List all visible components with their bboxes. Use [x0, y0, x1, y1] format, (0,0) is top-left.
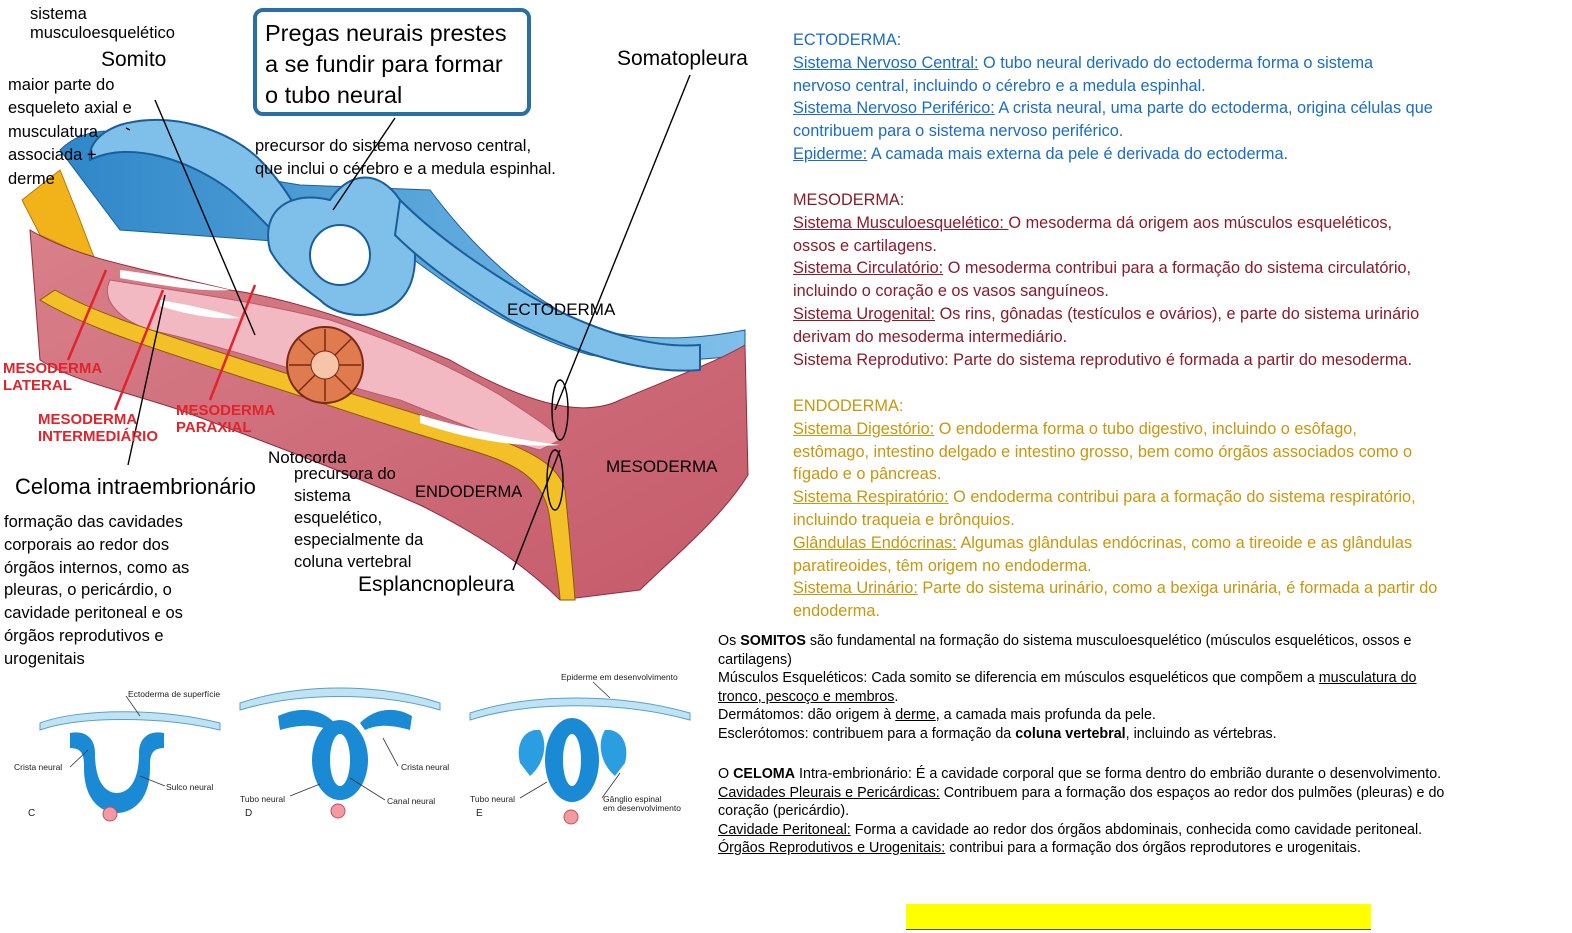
- celoma-per-post: Forma a cavidade ao redor dos órgãos abdominais, conhecida como cavidade peritoneal.: [850, 821, 1423, 838]
- meso-text-circ: O mesoderma contribui para a formação do sistema circulatório,: [943, 259, 1412, 278]
- e-epiderme-label: Epiderme em desenvolvimento: [561, 672, 678, 682]
- celoma-bold: CELOMA: [733, 766, 796, 782]
- mesoderma-heading: MESODERMA:: [793, 191, 905, 209]
- meso-term-circ: Sistema Circulatório:: [793, 259, 944, 278]
- endo-cont-dig: estômago, intestino delgado e intestino grosso, bem como órgãos associados como o: [793, 442, 1413, 461]
- ecto-term-snp: Sistema Nervoso Periférico:: [793, 99, 995, 118]
- ecto-cont-snp: contribuem para o sistema nervoso periférico.: [793, 122, 1124, 141]
- mesoderma-section: [793, 189, 1419, 371]
- meso-reprodutivo: Sistema Reprodutivo: Parte do sistema reprodutivo é formada a partir do mesoderma.: [793, 350, 1412, 369]
- yellow-highlight-bar: [906, 904, 1371, 930]
- d-canal-label: Canal neural: [387, 796, 436, 806]
- ecto-term-epiderme: Epiderme:: [793, 144, 868, 163]
- neural-tube-stages-diagram: [0, 668, 700, 828]
- c-letter: C: [28, 808, 36, 819]
- meso-cont-uro: derivam do mesoderma intermediário.: [793, 327, 1068, 346]
- celoma-per-u: Cavidade Peritoneal:: [718, 821, 851, 838]
- somitos-intro-post: são fundamental na formação do sistema musculoesquelético (músculos esqueléticos, ossos e: [805, 633, 1412, 649]
- ecto-text-snp: A crista neural, uma parte do ectoderma, origina células que: [994, 99, 1433, 118]
- label-endoderma: ENDODERMA: [415, 483, 523, 501]
- meso-cont-musc: ossos e cartilagens.: [793, 236, 937, 255]
- label-esplancnopleura: Esplancnopleura: [358, 573, 515, 596]
- notochord: [287, 327, 363, 403]
- label-mesoderma-intermediario: MESODERMA INTERMEDIÁRIO: [38, 411, 158, 446]
- somitos-musc-end: .: [894, 688, 899, 705]
- ectoderma-section: [793, 29, 1433, 166]
- endo-cont-gland: paratireoides, têm origem no endoderma.: [793, 556, 1092, 575]
- endo-term-resp: Sistema Respiratório:: [793, 488, 949, 507]
- d-tubo-label: Tubo neural: [240, 794, 286, 804]
- label-sistema-musculoesqueletico: sistema musculoesquelético: [30, 5, 175, 43]
- label-ectoderma: ECTODERMA: [507, 300, 616, 319]
- d-letter: D: [245, 808, 253, 819]
- c-sulco-label: Sulco neural: [166, 782, 214, 792]
- somitos-intro-pre: Os: [718, 633, 741, 649]
- endo-cont2-dig: fígado e o pâncreas.: [793, 465, 942, 484]
- somitos-escl-post: , incluindo as vértebras.: [1125, 725, 1277, 742]
- stage-c: [40, 712, 220, 821]
- endoderma-section: [793, 395, 1437, 623]
- celoma-cav-cont: coração (pericárdio).: [718, 803, 850, 819]
- somitos-derm-pre: Dermátomos: dão origem à: [718, 707, 896, 723]
- label-celoma-desc: formação das cavidades corporais ao redor dos órgãos internos, como as pleuras, o pericárdio, o cavidade peritoneal e os órgãos reprodutivos e urogenitais: [4, 513, 190, 668]
- somitos-escl-bold: coluna vertebral: [1015, 725, 1126, 742]
- ecto-text-epiderme: A camada mais externa da pele é derivada do ectoderma.: [867, 144, 1289, 163]
- label-somatopleura: Somatopleura: [617, 47, 748, 70]
- somitos-bold: SOMITOS: [740, 633, 806, 649]
- somitos-derm-post: , a camada mais profunda da pele.: [935, 707, 1156, 723]
- meso-term-musc: Sistema Musculoesquelético:: [793, 213, 1009, 232]
- meso-text-uro: Os rins, gônadas (testículos e ovários), e parte do sistema urinário: [935, 304, 1420, 323]
- celoma-intro-post: Intra-embrionário: É a cavidade corporal que se forma dentro do embrião durante o desenvolvimento.: [795, 766, 1442, 782]
- somitos-musc-pre: Músculos Esqueléticos: Cada somito se diferencia em músculos esqueléticos que compõem a: [718, 670, 1319, 686]
- meso-term-uro: Sistema Urogenital:: [793, 304, 936, 323]
- label-celoma: Celoma intraembrionário: [15, 474, 256, 499]
- celoma-org-post: contribui para a formação dos órgãos reprodutores e urogenitais.: [945, 840, 1361, 856]
- ecto-term-snc: Sistema Nervoso Central:: [793, 53, 979, 72]
- endo-text-dig: O endoderma forma o tubo digestivo, incluindo o esôfago,: [934, 419, 1357, 438]
- endo-term-gland: Glândulas Endócrinas:: [793, 533, 957, 552]
- celoma-cav-post: Contribuem para a formação dos espaços ao redor dos pulmões (pleuras) e do: [939, 784, 1445, 801]
- celoma-org-u: Órgãos Reprodutivos e Urogenitais:: [718, 840, 946, 856]
- e-ganglio-label: Gânglio espinal em desenvolvimento: [603, 794, 681, 814]
- endo-text-urin: Parte do sistema urinário, como a bexiga urinária, é formada a partir do: [917, 579, 1438, 598]
- label-notocorda-desc: precursora do sistema esquelético, especialmente da coluna vertebral: [294, 465, 424, 571]
- c-crista-label: Crista neural: [14, 762, 63, 772]
- somitos-derm-u: derme: [895, 707, 936, 723]
- celoma-section: [718, 765, 1444, 858]
- e-tubo-label: Tubo neural: [470, 794, 516, 804]
- label-notocorda: Notocorda: [268, 448, 347, 467]
- neural-folds-callout: [253, 8, 531, 116]
- label-somito-desc: maior parte do esqueleto axial e musculatura associada + derme: [8, 76, 132, 188]
- somitos-intro-cont: cartilagens): [718, 651, 792, 668]
- somitos-musc-u2: tronco, pescoço e membros: [718, 688, 895, 705]
- endo-term-urin: Sistema Urinário:: [793, 579, 918, 598]
- endo-term-dig: Sistema Digestório:: [793, 419, 935, 438]
- celoma-cav-u: Cavidades Pleurais e Pericárdicas:: [718, 784, 940, 801]
- label-somito: Somito: [101, 48, 167, 71]
- label-precursor-snc: precursor do sistema nervoso central, que inclui o cérebro e a medula espinhal.: [255, 137, 556, 179]
- c-ectoderma-label: Ectoderma de superfície: [128, 689, 221, 699]
- label-mesoderma-paraxial: MESODERMA PARAXIAL: [176, 402, 276, 437]
- celoma-intro-pre: O: [718, 766, 734, 782]
- meso-text-musc: O mesoderma dá origem aos músculos esqueléticos,: [1008, 213, 1393, 232]
- somitos-section: [718, 632, 1417, 743]
- d-crista-label: Crista neural: [401, 762, 450, 772]
- endo-cont-resp: incluindo traqueia e brônquios.: [793, 510, 1015, 529]
- ectoderma-heading: ECTODERMA:: [793, 31, 902, 49]
- somitos-escl-pre: Esclerótomos: contribuem para a formação da: [718, 725, 1016, 742]
- somitos-musc-u: musculatura do: [1318, 670, 1417, 686]
- ecto-text-snc: O tubo neural derivado do ectoderma forma o sistema: [978, 53, 1374, 72]
- endo-cont-urin: endoderma.: [793, 602, 880, 621]
- e-letter: E: [476, 808, 483, 819]
- endo-text-gland: Algumas glândulas endócrinas, como a tireoide e as glândulas: [956, 533, 1413, 552]
- meso-cont-circ: incluindo o coração e os vasos sanguíneos.: [793, 282, 1109, 301]
- callout-text: Pregas neurais prestes a se fundir para formar o tubo neural: [265, 20, 507, 109]
- label-mesoderma-lateral: MESODERMA LATERAL: [3, 360, 103, 395]
- endoderma-heading: ENDODERMA:: [793, 397, 904, 415]
- endo-text-resp: O endoderma contribui para a formação do sistema respiratório,: [948, 488, 1416, 507]
- ecto-cont-snc: nervoso central, incluindo o cérebro e a medula espinhal.: [793, 76, 1206, 95]
- label-mesoderma: MESODERMA: [606, 457, 718, 476]
